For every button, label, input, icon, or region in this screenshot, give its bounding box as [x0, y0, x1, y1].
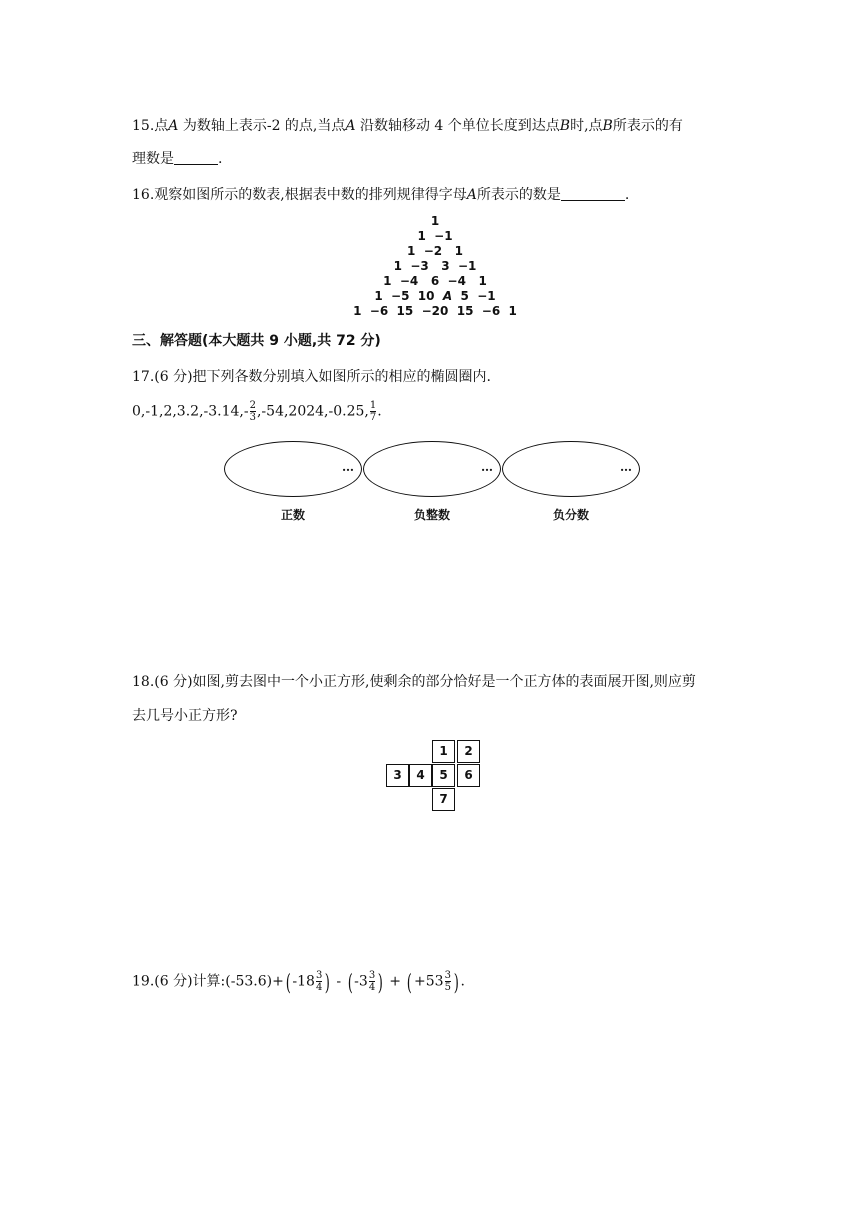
close-paren: ) [325, 970, 331, 996]
numerator: 3 [368, 970, 376, 981]
term-whole: -3 [354, 973, 368, 990]
q15-text: 时,点 [570, 118, 603, 134]
square-5[interactable]: 5 [432, 764, 455, 787]
number-list-text: 0,-1,2,3.2,-3.14,- [132, 403, 249, 420]
denominator: 3 [249, 412, 256, 423]
q15-text: 15.点 [132, 118, 169, 134]
open-paren: ( [285, 970, 291, 996]
numerator: 1 [369, 400, 377, 411]
question-15-line-1 [132, 115, 683, 135]
number-list-text: ,-54,2024,-0.25, [256, 403, 369, 420]
ellipse-label-positive: 正数 [281, 508, 306, 522]
term-whole: +53 [414, 973, 444, 990]
operator: - [336, 973, 342, 990]
square-2[interactable]: 2 [457, 740, 480, 763]
point-a-label: A [345, 118, 356, 134]
point-b-label: B [602, 118, 613, 134]
fraction [250, 400, 256, 423]
answer-blank[interactable] [561, 186, 625, 201]
q19-text: . [460, 973, 465, 990]
triangle-row: 1 −6 15 −20 15 −6 1 [353, 304, 517, 318]
square-1[interactable]: 1 [432, 740, 455, 763]
fraction [445, 970, 451, 993]
q19-text: 19.(6 分)计算:(-53.6)+ [132, 973, 284, 990]
triangle-row: 1 [430, 214, 440, 228]
question-17: 17.(6 分)把下列各数分别填入如图所示的相应的椭圆圈内. [132, 369, 491, 385]
square-4[interactable]: 4 [409, 764, 432, 787]
section-heading: 三、解答题(本大题共 9 小题,共 72 分) [132, 333, 381, 349]
point-a-label: A [168, 118, 179, 134]
q15-text: 所表示的有 [612, 118, 683, 134]
q16-text: . [624, 187, 630, 203]
square-6[interactable]: 6 [457, 764, 480, 787]
ellipse-dots: … [342, 460, 354, 474]
q16-text: 所表示的数是 [476, 187, 561, 203]
triangle-row: 1 −2 1 [407, 244, 463, 258]
triangle-row [325, 289, 545, 304]
operator: + [389, 973, 401, 990]
ellipse-dots: … [620, 460, 632, 474]
fraction [369, 970, 375, 993]
square-3[interactable]: 3 [386, 764, 409, 787]
q17-number-list [132, 400, 382, 423]
fraction [316, 970, 322, 993]
point-b-label: B [559, 118, 571, 134]
square-7[interactable]: 7 [432, 788, 455, 811]
open-paren: ( [347, 970, 353, 996]
denominator: 4 [315, 982, 323, 993]
q15-text: 理数是 [132, 151, 174, 167]
triangle-row: 1 −4 6 −4 1 [383, 274, 487, 288]
denominator: 7 [369, 412, 377, 423]
numerator: 3 [444, 970, 451, 981]
number-triangle [325, 214, 545, 319]
answer-blank[interactable] [174, 150, 218, 165]
question-18-line-2: 去几号小正方形? [132, 708, 238, 724]
triangle-row: 1 −3 3 −1 [393, 259, 477, 273]
close-paren: ) [377, 970, 384, 996]
q15-text: 沿数轴移动 4 个单位长度到达点 [359, 118, 560, 134]
q15-text: 为数轴上表示-2 的点,当点 [182, 118, 346, 134]
ellipse-label-negative-fraction: 负分数 [553, 508, 590, 522]
triangle-row-part: 5 −1 [460, 289, 496, 303]
triangle-row-part: 1 −5 10 [374, 289, 435, 303]
numerator: 2 [249, 400, 256, 411]
ellipse-dots: … [481, 460, 493, 474]
triangle-row: 1 −1 [417, 229, 453, 243]
question-16 [132, 184, 629, 204]
fraction [370, 400, 376, 423]
q15-text: . [218, 151, 223, 167]
denominator: 5 [444, 982, 451, 993]
question-18-line-1: 18.(6 分)如图,剪去图中一个小正方形,使剩余的部分恰好是一个正方体的表面展开图,则应剪 [132, 674, 696, 690]
question-19 [132, 970, 465, 996]
denominator: 4 [368, 982, 376, 993]
numerator: 3 [315, 970, 323, 981]
close-paren: ) [453, 970, 459, 996]
letter-a-label: A [466, 187, 477, 203]
question-15-line-2 [132, 148, 222, 168]
q16-text: 16.观察如图所示的数表,根据表中数的排列规律得字母 [132, 187, 467, 203]
ellipse-label-negative-integer: 负整数 [414, 508, 451, 522]
unknown-a-cell: A [442, 289, 453, 303]
open-paren: ( [407, 970, 413, 996]
number-list-text: . [377, 403, 382, 420]
term-whole: -18 [292, 973, 315, 990]
